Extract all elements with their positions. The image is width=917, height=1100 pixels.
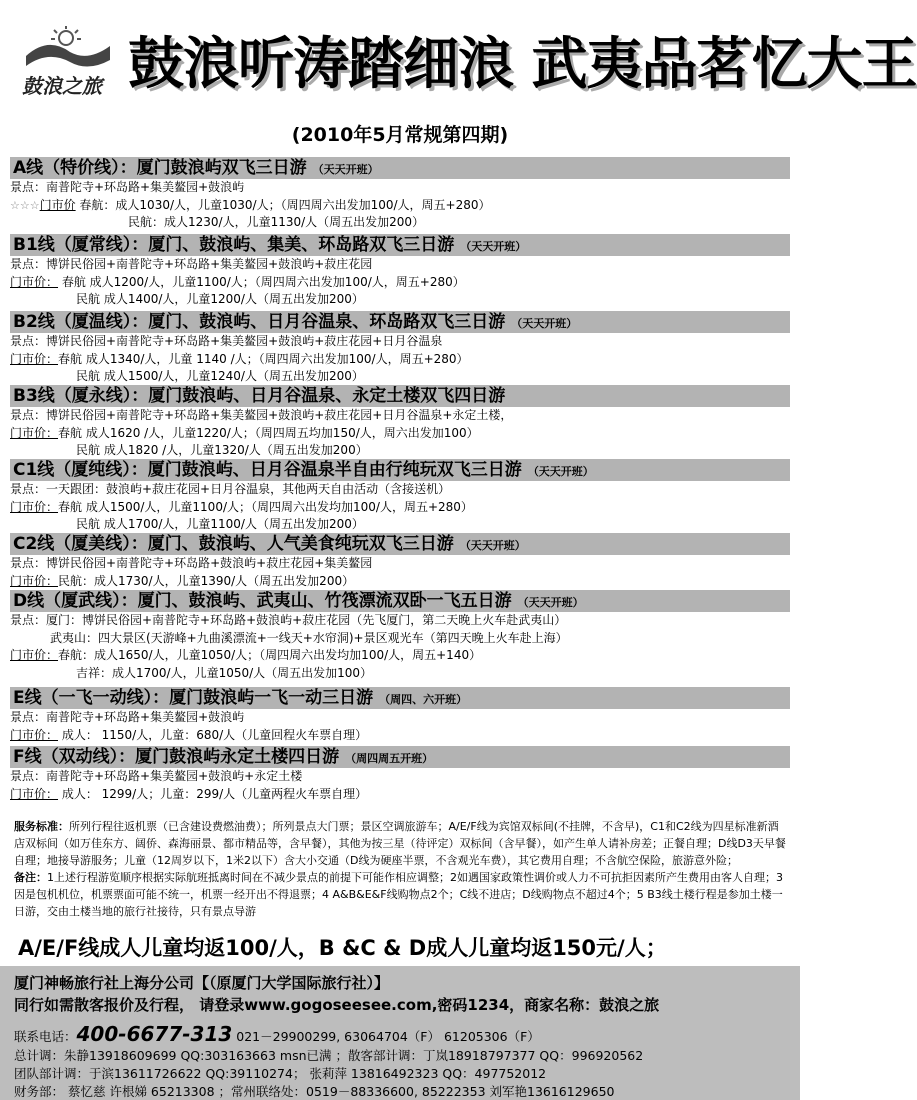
route-title-text: E线（一飞一动线）：厦门鼓浪屿一飞一动三日游 [13, 688, 374, 708]
route-schedule: （天天开班） [517, 596, 584, 609]
logo-text: 鼓浪之旅 [22, 74, 102, 98]
route-title-text: B3线（厦永线）：厦门鼓浪屿、日月谷温泉、永定土楼双飞四日游 [13, 386, 506, 406]
route-detail-line [10, 442, 790, 460]
route-detail-text: 成人： 1299/人；儿童：299/人（儿童两程火车票自理） [58, 786, 368, 801]
route-detail-text: 民航：成人1230/人，儿童1130/人（周五出发加200） [128, 215, 425, 230]
route-detail-line [10, 516, 790, 534]
route-title-text: C1线（厦纯线）：厦门鼓浪屿、日月谷温泉半自由行纯玩双飞三日游 [13, 460, 522, 480]
route-block [10, 311, 790, 386]
route-detail-text: 民航 成人1400/人，儿童1200/人（周五出发加200） [76, 292, 364, 307]
team-line: 团队部计调：于滨13611726622 QQ:39110274； 张莉萍 13816492323 QQ：497752012 [14, 1066, 547, 1081]
footer [0, 966, 800, 1100]
route-detail-line [10, 499, 790, 517]
route-block [10, 533, 790, 590]
route-block [10, 234, 790, 309]
route-detail-line [10, 197, 790, 215]
route-detail-text: 景点：博饼民俗园+南普陀寺+环岛路+集美鳌园+鼓浪屿+菽庄花园+日月谷温泉+永定土楼， [10, 408, 513, 422]
route-title-text: F线（双动线）：厦门鼓浪屿永定土楼四日游 [13, 747, 340, 767]
route-detail-line [10, 786, 790, 804]
route-detail-line [10, 573, 790, 591]
route-detail-line [10, 351, 790, 369]
service-text: 所列行程往返机票（已含建设费燃油费）；所列景点大门票；景区空调旅游车；A/E/F线为宾馆双标间(不挂牌，不含早)，C1和C2线为四星标准新酒店双标间（如万佳东方、阔侨、森海丽景、都市精品等，含早餐），其他为按三星（待评定）双标间（含早餐），如产生单人请补房差；正餐自理；D线D3天早餐自理；地接导游服务；儿童（12周岁以下，1米2以下）含大小交通（D线为硬座半票，不含观光车费），其它费用自理；不含航空保险，旅游意外险； [14, 820, 786, 867]
route-detail-text: 春航 成人1200/人，儿童1100/人；（周四周六出发加100/人，周五+280） [58, 274, 465, 289]
route-detail-text: 景点：博饼民俗园+南普陀寺+环岛路+集美鳌园+鼓浪屿+菽庄花园+日月谷温泉 [10, 334, 443, 348]
route-block [10, 459, 790, 534]
route-detail-text: 春航：成人1030/人，儿童1030/人；（周四周六出发加100/人，周五+280） [75, 197, 491, 212]
route-detail-text: 民航 成人1700/人，儿童1100/人（周五出发加200） [76, 517, 364, 532]
route-detail-text: 民航 成人1820 /人，儿童1320/人（周五出发加200） [76, 443, 368, 458]
price-label: 门市价： [10, 648, 59, 663]
route-title-text: D线（厦武线）：厦门、鼓浪屿、武夷山、竹筏漂流双卧一飞五日游 [13, 591, 512, 611]
price-label: 门市价： [10, 573, 59, 588]
route-detail-line [10, 333, 790, 351]
route-title [10, 687, 790, 709]
route-detail-text: 春航 成人1340/人，儿童 1140 /人；（周四周六出发加100/人，周五+280） [58, 351, 469, 366]
route-detail-text: 景点：南普陀寺+环岛路+集美鳌园+鼓浪屿+永定土楼 [10, 769, 303, 783]
route-schedule: （天天开班） [511, 317, 578, 330]
route-detail-line [10, 481, 790, 499]
route-detail-line [10, 256, 790, 274]
route-detail-line [10, 665, 790, 683]
sun-wave-icon [18, 26, 114, 76]
route-detail-text: 武夷山：四大景区(天游峰+九曲溪漂流+一线天+水帘洞)+景区观光车（第四天晚上火车赴上海） [50, 630, 568, 645]
route-detail-line [10, 214, 790, 232]
star-rating-icon: ☆☆☆ [10, 198, 40, 212]
route-detail-text: 春航 成人1500/人，儿童1100/人；（周四周六出发均加100/人，周五+280） [58, 499, 473, 514]
service-standard [14, 818, 786, 869]
route-title-text: A线（特价线）：厦门鼓浪屿双飞三日游 [13, 158, 307, 178]
route-title [10, 385, 790, 407]
route-detail-text: 景点：厦门：博饼民俗园+南普陀寺+环岛路+鼓浪屿+菽庄花园（先飞厦门，第二天晚上火车赴武夷山） [10, 613, 567, 627]
route-schedule: （天天开班） [527, 465, 594, 478]
route-detail-line [10, 630, 790, 648]
route-detail-line [10, 274, 790, 292]
hotline: 400-6677-313 [76, 1022, 233, 1046]
price-label: 门市价： [10, 786, 59, 801]
remark-label: 备注： [14, 871, 47, 884]
route-detail-line [10, 727, 790, 745]
route-block [10, 157, 790, 232]
company-name: 厦门神畅旅行社上海分公司【（原厦门大学国际旅行社）】 [14, 974, 390, 992]
contact-line [14, 1022, 540, 1046]
route-schedule: （周四周五开班） [345, 752, 434, 765]
route-detail-text: 吉祥：成人1700/人，儿童1050/人（周五出发加100） [76, 665, 373, 680]
route-detail-line [10, 768, 790, 786]
route-detail-text: 景点：南普陀寺+环岛路+集美鳌园+鼓浪屿 [10, 180, 245, 194]
route-block [10, 590, 790, 682]
route-schedule: （周四、六开班） [379, 693, 468, 706]
finance-line: 财务部： 蔡忆慈 许根娣 65213308 ；常州联络处：0519－88336600, 85222353 刘军艳13616129650 [14, 1084, 615, 1099]
route-detail-text: 民航 成人1500/人，儿童1240/人（周五出发加200） [76, 369, 364, 384]
refund-note: A/E/F线成人儿童均返100/人，B &C & D成人儿童均返150元/人； [18, 936, 667, 960]
route-detail-text: 景点：南普陀寺+环岛路+集美鳌园+鼓浪屿 [10, 710, 245, 724]
remark-text: 1上述行程游览顺序根据实际航班抵离时间在不减少景点的前提下可能作相应调整；2如遇国家政策性调价或人力不可抗拒因素所产生费用由客人自理；3因是包机机位，机票票面可能不统一，机票一经开出不得退票；4 A&B&E&F线购物点2个；C线不进店；D线购物点不超过4个；5 B3线土楼行程是参加土楼一日游，交由土楼当地的旅行社接待，只有景点导游 [14, 871, 783, 918]
route-detail-line [10, 709, 790, 727]
price-label: 门市价 [39, 197, 76, 212]
notes-section [14, 818, 786, 920]
route-detail-text: 民航：成人1730/人，儿童1390/人（周五出发加200） [58, 573, 355, 588]
route-detail-line [10, 291, 790, 309]
price-label: 门市价： [10, 727, 59, 742]
main-title: 鼓浪听涛踏细浪 武夷品茗忆大王 [128, 31, 917, 97]
route-title [10, 533, 790, 555]
price-label: 门市价： [10, 351, 59, 366]
route-title [10, 234, 790, 256]
contact-rest: 021－29900299, 63064704（F） 61205306（F） [232, 1029, 540, 1044]
route-detail-line [10, 647, 790, 665]
route-title [10, 459, 790, 481]
route-detail-text: 春航 成人1620 /人，儿童1220/人；（周四周五均加150/人，周六出发加100） [58, 425, 479, 440]
route-title [10, 157, 790, 179]
logo [18, 26, 114, 104]
route-title [10, 311, 790, 333]
route-detail-line [10, 179, 790, 197]
route-block [10, 687, 790, 744]
route-schedule: （天天开班） [312, 163, 379, 176]
route-title-text: B1线（厦常线）：厦门、鼓浪屿、集美、环岛路双飞三日游 [13, 235, 455, 255]
route-block [10, 746, 790, 803]
website-line: 同行如需散客报价及行程， 请登录www.gogoseesee.com,密码1234，商家名称：鼓浪之旅 [14, 996, 660, 1014]
remarks [14, 869, 786, 920]
price-label: 门市价： [10, 274, 59, 289]
contact-label: 联系电话： [14, 1029, 77, 1044]
route-detail-text: 景点：博饼民俗园+南普陀寺+环岛路+集美鳌园+鼓浪屿+菽庄花园 [10, 257, 373, 271]
route-detail-text: 景点：博饼民俗园+南普陀寺+环岛路+鼓浪屿+菽庄花园+集美鳌园 [10, 556, 373, 570]
route-detail-line [10, 555, 790, 573]
route-title [10, 746, 790, 768]
route-detail-text: 春航：成人1650/人，儿童1050/人；（周四周六出发均加100/人，周五+140） [58, 648, 482, 663]
route-detail-line [10, 407, 790, 425]
route-detail-line [10, 368, 790, 386]
route-title [10, 590, 790, 612]
route-title-text: B2线（厦温线）：厦门、鼓浪屿、日月谷温泉、环岛路双飞三日游 [13, 312, 506, 332]
route-detail-text: 景点：一天跟团：鼓浪屿+菽庄花园+日月谷温泉，其他两天自由活动（含接送机） [10, 482, 451, 496]
route-detail-line [10, 612, 790, 630]
route-detail-text: 成人： 1150/人，儿童：680/人（儿童回程火车票自理） [58, 727, 368, 742]
route-schedule: （天天开班） [459, 539, 526, 552]
route-block [10, 385, 790, 460]
header [0, 0, 917, 150]
period-subtitle: (2010年5月常规第四期) [291, 124, 509, 146]
service-label: 服务标准： [14, 820, 69, 833]
price-label: 门市价： [10, 499, 59, 514]
price-label: 门市价： [10, 425, 59, 440]
route-title-text: C2线（厦美线）：厦门、鼓浪屿、人气美食纯玩双飞三日游 [13, 534, 454, 554]
route-detail-line [10, 425, 790, 443]
route-schedule: （天天开班） [460, 240, 527, 253]
dispatch-line: 总计调：朱静13918609699 QQ:303163663 msn已满 ；散客部计调：丁岚18918797377 QQ：996920562 [14, 1048, 644, 1063]
